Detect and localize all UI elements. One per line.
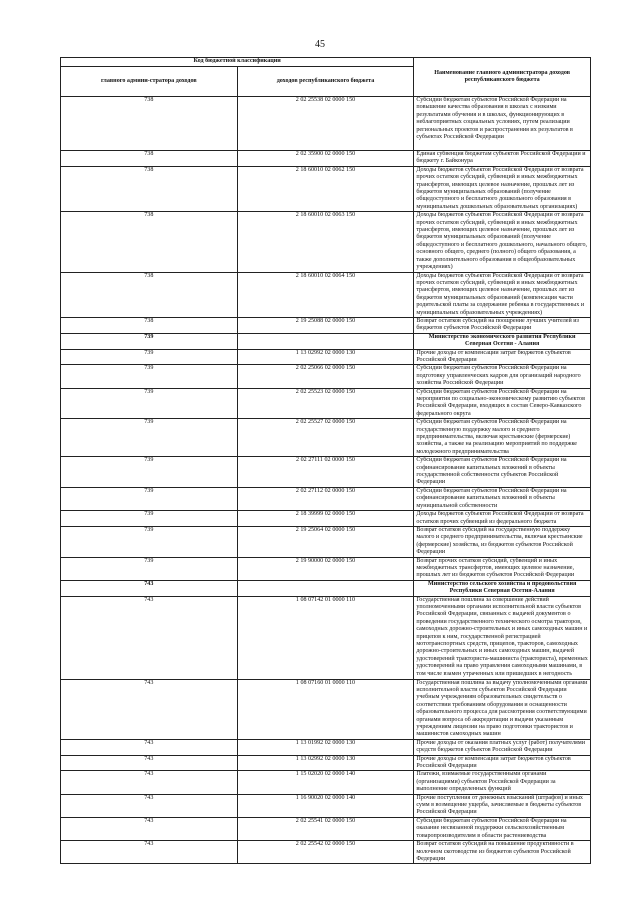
admin-code-cell: 743: [61, 817, 238, 840]
income-code-cell: 2 02 25538 02 0000 150: [237, 97, 414, 151]
income-code-cell: 1 16 90020 02 0000 140: [237, 794, 414, 817]
table-row: [61, 349, 591, 365]
description-cell: Субсидии бюджетам субъектов Российской Федерации на повышение качества образования в школах с низкими результатами обучения и в школах, функционирующих в неблагоприятных социальных условиях, путем реализации региональных проектов и распространения их результатов в субъектах Российской Федерации: [414, 97, 591, 151]
header-income: доходов республиканского бюджета: [237, 67, 414, 97]
description-cell: Министерство сельского хозяйства и продовольствия Республики Северная Осетия-Алания: [414, 580, 591, 596]
page-number: 45: [315, 39, 325, 50]
admin-code-cell: 743: [61, 755, 238, 771]
admin-code-cell: 739: [61, 388, 238, 419]
budget-classification-table: [60, 57, 591, 864]
income-code-cell: 2 02 25542 02 0000 150: [237, 841, 414, 864]
table-row: [61, 457, 591, 488]
admin-code-cell: 738: [61, 272, 238, 317]
admin-code-cell: 743: [61, 739, 238, 755]
income-code-cell: 2 18 60010 02 0064 150: [237, 272, 414, 317]
description-cell: Прочие доходы от компенсации затрат бюджетов субъектов Российской Федерации: [414, 349, 591, 365]
table-row: [61, 419, 591, 457]
description-cell: Субсидии бюджетам субъектов Российской Федерации на оказание несвязанной поддержки сельскохозяйственным товаропроизводителям в области растениеводства: [414, 817, 591, 840]
table-row: [61, 97, 591, 151]
income-code-cell: 2 02 27111 02 0000 150: [237, 457, 414, 488]
ministry-row: [61, 580, 591, 596]
admin-code-cell: 743: [61, 771, 238, 794]
description-cell: Единая субвенция бюджетам субъектов Российской Федерации и бюджету г. Байконура: [414, 151, 591, 167]
table-row: [61, 487, 591, 510]
table-row: [61, 679, 591, 739]
table-row: [61, 841, 591, 864]
income-code-cell: 2 02 25523 02 0000 150: [237, 388, 414, 419]
income-code-cell: 2 02 25527 02 0000 150: [237, 419, 414, 457]
income-code-cell: 2 19 25064 02 0000 150: [237, 526, 414, 557]
table-row: [61, 557, 591, 580]
description-cell: Субсидии бюджетам субъектов Российской Федерации на софинансирование капитальных вложений в объекты муниципальной собственности: [414, 487, 591, 510]
admin-code-cell: 743: [61, 580, 238, 596]
table-row: [61, 317, 591, 333]
admin-code-cell: 743: [61, 596, 238, 679]
description-cell: Возврат прочих остатков субсидий, субвенций и иных межбюджетных трансфертов, имеющих целевое назначение, прошлых лет из бюджетов субъектов Российской Федерации: [414, 557, 591, 580]
income-code-cell: 2 18 60010 02 0062 150: [237, 166, 414, 211]
income-code-cell: 1 13 01992 02 0000 130: [237, 739, 414, 755]
income-code-cell: 2 18 60010 02 0063 150: [237, 212, 414, 272]
table-row: [61, 817, 591, 840]
income-code-cell: 2 19 90000 02 0000 150: [237, 557, 414, 580]
table-row: [61, 166, 591, 211]
description-cell: Субсидии бюджетам субъектов Российской Федерации на государственную поддержку малого и среднего предпринимательства, включая крестьянские (фермерские) хозяйства, а также на реализацию мероприятий по поддержке молодежного предпринимательства: [414, 419, 591, 457]
admin-code-cell: 739: [61, 457, 238, 488]
admin-code-cell: 739: [61, 557, 238, 580]
admin-code-cell: 743: [61, 794, 238, 817]
description-cell: Доходы бюджетов субъектов Российской Федерации от возврата остатков прочих субвенций из федерального бюджета: [414, 511, 591, 527]
description-cell: Министерство экономического развития Республики Северная Осетия - Алания: [414, 333, 591, 349]
admin-code-cell: 743: [61, 679, 238, 739]
income-code-cell: 2 02 25066 02 0000 150: [237, 365, 414, 388]
description-cell: Прочие доходы от оказания платных услуг (работ) получателями средств бюджетов субъектов Российской Федерации: [414, 739, 591, 755]
header-group: Код бюджетной классификации: [61, 58, 414, 67]
income-code-cell: 2 02 35900 02 0000 150: [237, 151, 414, 167]
description-cell: Доходы бюджетов субъектов Российской Федерации от возврата прочих остатков субсидий, субвенций и иных межбюджетных трансфертов, имеющих целевое назначение, прошлых лет из бюджетов муниципальных образований (получение общедоступного и бесплатного дошкольного образования в муниципальных дошкольных образовательных организациях): [414, 166, 591, 211]
table-row: [61, 794, 591, 817]
table-row: [61, 388, 591, 419]
income-code-cell: 2 19 25088 02 0000 150: [237, 317, 414, 333]
description-cell: Субсидии бюджетам субъектов Российской Федерации на софинансирование капитальных вложений в объекты государственной собственности субъектов Российской Федерации: [414, 457, 591, 488]
income-code-cell: 1 08 07142 01 0000 110: [237, 596, 414, 679]
table-body: [61, 97, 591, 864]
description-cell: Возврат остатков субсидий на повышение продуктивности в молочном скотоводстве из бюджетов субъектов Российской Федерации: [414, 841, 591, 864]
admin-code-cell: 739: [61, 365, 238, 388]
admin-code-cell: 739: [61, 349, 238, 365]
income-code-cell: 1 13 02992 02 0000 130: [237, 755, 414, 771]
table-row: [61, 526, 591, 557]
table-row: [61, 771, 591, 794]
admin-code-cell: 739: [61, 487, 238, 510]
admin-code-cell: 743: [61, 841, 238, 864]
income-code-cell: 1 15 02020 02 0000 140: [237, 771, 414, 794]
income-code-cell: [237, 580, 414, 596]
income-code-cell: 2 18 39999 02 0000 150: [237, 511, 414, 527]
admin-code-cell: 738: [61, 317, 238, 333]
admin-code-cell: 738: [61, 212, 238, 272]
description-cell: Прочие доходы от компенсации затрат бюджетов субъектов Российской Федерации: [414, 755, 591, 771]
table-row: [61, 212, 591, 272]
table-row: [61, 272, 591, 317]
income-code-cell: 2 02 25541 02 0000 150: [237, 817, 414, 840]
header-admin: главного админи-стратора доходов: [61, 67, 238, 97]
header-name: Наименование главного администратора доходов республиканского бюджета: [414, 58, 591, 97]
admin-code-cell: 739: [61, 511, 238, 527]
description-cell: Государственная пошлина за выдачу уполномоченными органами исполнительной власти субъектов Российской Федерации учебным учреждениям образовательных свидетельств о соответствии требованиям оборудования и оснащенности образовательного процесса для рассмотрения соответствующими органами вопроса об аккредитации и выдачи указанным учреждениям лицензии на право подготовки трактористов и машинистов самоходных машин: [414, 679, 591, 739]
admin-code-cell: 738: [61, 97, 238, 151]
ministry-row: [61, 333, 591, 349]
description-cell: Доходы бюджетов субъектов Российской Федерации от возврата прочих остатков субсидий, субвенций и иных межбюджетных трансфертов, имеющих целевое назначение, прошлых лет из бюджетов муниципальных образований (компенсация части родительской платы за содержание ребенка в государственных и муниципальных образовательных учреждениях): [414, 272, 591, 317]
admin-code-cell: 738: [61, 151, 238, 167]
admin-code-cell: 739: [61, 419, 238, 457]
description-cell: Субсидии бюджетам субъектов Российской Федерации на мероприятия по социально-экономическому развитию субъектов Российской Федерации, входящих в состав Северо-Кавказского федерального округа: [414, 388, 591, 419]
income-code-cell: [237, 333, 414, 349]
description-cell: Возврат остатков субсидий на государственную поддержку малого и среднего предпринимательства, включая крестьянские (фермерские) хозяйства, из бюджетов субъектов Российской Федерации: [414, 526, 591, 557]
description-cell: Возврат остатков субсидий на поощрение лучших учителей из бюджетов субъектов Российской Федерации: [414, 317, 591, 333]
table-row: [61, 739, 591, 755]
admin-code-cell: 739: [61, 333, 238, 349]
table-row: [61, 151, 591, 167]
income-code-cell: 1 13 02992 02 0000 130: [237, 349, 414, 365]
admin-code-cell: 739: [61, 526, 238, 557]
income-code-cell: 2 02 27112 02 0000 150: [237, 487, 414, 510]
admin-code-cell: 738: [61, 166, 238, 211]
description-cell: Платежи, взимаемые государственными органами (организациями) субъектов Российской Федерации за выполнение определенных функций: [414, 771, 591, 794]
income-code-cell: 1 08 07160 01 0000 110: [237, 679, 414, 739]
description-cell: Прочие поступления от денежных взысканий (штрафов) и иных сумм в возмещение ущерба, зачисляемые в бюджеты субъектов Российской Федерации: [414, 794, 591, 817]
description-cell: Доходы бюджетов субъектов Российской Федерации от возврата прочих остатков субсидий, субвенций и иных межбюджетных трансфертов, имеющих целевое назначение, прошлых лет из бюджетов муниципальных образований (получение общедоступного и бесплатного дошкольного, начального общего, основного общего, среднего (полного) общего образования, а также дополнительного образования в общеобразовательных учреждениях): [414, 212, 591, 272]
table-row: [61, 365, 591, 388]
table-row: [61, 511, 591, 527]
table-row: [61, 596, 591, 679]
table-row: [61, 755, 591, 771]
description-cell: Субсидии бюджетам субъектов Российской Федерации на подготовку управленческих кадров для организаций народного хозяйства Российской Федерации: [414, 365, 591, 388]
description-cell: Государственная пошлина за совершение действий уполномоченными органами исполнительной власти субъектов Российской Федерации, связанных с выдачей документов о проведении государственного технического осмотра тракторов, самоходных дорожно-строительных и иных самоходных машин и прицепов к ним, государственной регистрацией мототранспортных средств, прицепов, тракторов, самоходных дорожно-строительных и иных самоходных машин, выдачей удостоверений тракториста-машиниста (тракториста), временных удостоверений на право управления самоходными машинами, в том числе взамен утраченных или пришедших в негодность: [414, 596, 591, 679]
